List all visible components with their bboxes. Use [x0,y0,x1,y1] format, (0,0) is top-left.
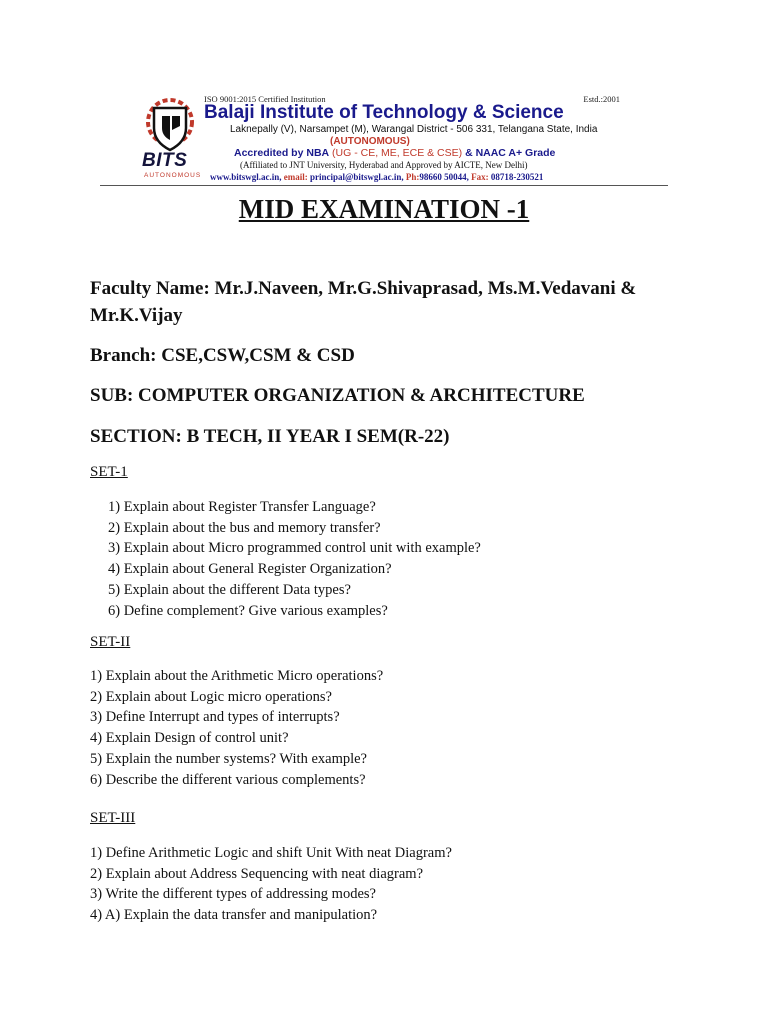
accreditation-programs: (UG - CE, ME, ECE & CSE) [332,147,463,159]
list-item: 3) Define Interrupt and types of interrupts? [90,709,340,726]
list-item: 2) Explain about Logic micro operations? [90,688,332,705]
iso-certification: ISO 9001:2015 Certified Institution [204,94,326,104]
accreditation-naac: & NAAC A+ Grade [465,147,556,159]
list-item: 4) Explain Design of control unit? [90,730,289,747]
fax-label: Fax: [471,172,489,182]
email-link[interactable]: principal@bitswgl.ac.in, [310,172,404,182]
phone-number: 98660 50044, [419,172,469,182]
list-item: 6) Define complement? Give various examples? [108,602,388,619]
email-label: email: [283,172,308,182]
autonomous-label: (AUTONOMOUS) [330,136,410,147]
list-item: 4) Explain about General Register Organization? [108,561,392,578]
set-3-heading: SET-III [90,810,136,826]
set-3-questions [90,843,452,926]
website-link[interactable]: www.bitswgl.ac.in, [210,172,282,182]
list-item: 1) Explain about the Arithmetic Micro operations? [90,668,384,684]
institute-address: Laknepally (V), Narsampet (M), Warangal District - 506 331, Telangana State, India [230,124,598,135]
set-1-questions [108,497,481,621]
institute-name: Balaji Institute of Technology & Science [204,102,564,123]
list-item: 6) Describe the different various complements? [90,771,366,788]
accreditation-line [234,147,555,159]
list-item: 4) A) Explain the data transfer and manipulation? [90,907,378,924]
established-year: Estd.:2001 [583,94,620,104]
list-item: 2) Explain about Address Sequencing with neat diagram? [90,865,424,882]
accreditation-nba: Accredited by NBA [234,147,330,159]
faculty-line: Faculty Name: Mr.J.Naveen, Mr.G.Shivaprasad, Ms.M.Vedavani & Mr.K.Vijay [90,278,637,326]
set-2-heading: SET-II [90,634,131,650]
fax-number: 08718-230521 [490,172,544,182]
logo-text: BITS [142,150,188,171]
affiliation-line: (Affiliated to JNT University, Hyderabad and Approved by AICTE, New Delhi) [240,160,528,170]
section-line: SECTION: B TECH, II YEAR I SEM(R-22) [90,426,450,447]
list-item: 1) Explain about Register Transfer Language? [108,499,376,515]
letterhead [100,90,668,186]
list-item: 3) Write the different types of addressing modes? [90,886,376,903]
logo-subtext: AUTONOMOUS [144,172,202,179]
set-2-questions [90,666,383,790]
list-item: 5) Explain about the different Data types? [108,581,351,598]
contact-line [210,172,543,182]
subject-line: SUB: COMPUTER ORGANIZATION & ARCHITECTURE [90,385,585,406]
branch-line: Branch: CSE,CSW,CSM & CSD [90,345,355,366]
list-item: 5) Explain the number systems? With example? [90,750,367,767]
exam-title: MID EXAMINATION -1 [238,194,530,224]
phone-label: Ph: [405,172,420,182]
letterhead-divider [100,185,668,186]
list-item: 3) Explain about Micro programmed control unit with example? [108,540,481,557]
list-item: 2) Explain about the bus and memory transfer? [108,519,381,536]
list-item: 1) Define Arithmetic Logic and shift Unit With neat Diagram? [90,845,452,861]
set-1-heading: SET-1 [90,464,128,480]
